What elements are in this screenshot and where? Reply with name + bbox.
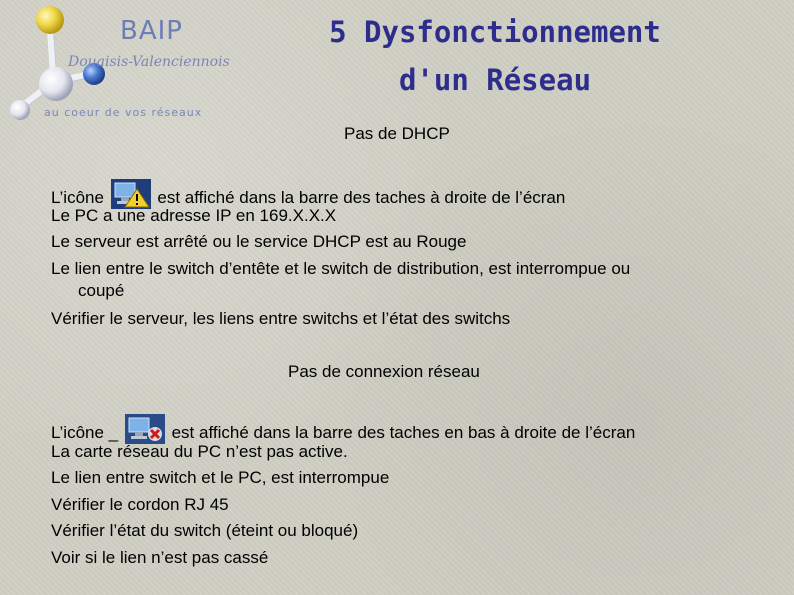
dhcp-line: coupé: [78, 281, 125, 300]
logo-tagline: au coeur de vos réseaux: [44, 106, 203, 119]
network-icon-line-before: L’icône _: [51, 423, 119, 442]
dhcp-line: Le serveur est arrêté ou le service DHCP est au Rouge: [51, 232, 467, 251]
page-title: [300, 8, 690, 104]
dhcp-line: Vérifier le serveur, les liens entre switchs et l’état des switchs: [51, 309, 511, 328]
network-icon-line: [51, 414, 635, 444]
network-line: Voir si le lien n’est pas cassé: [51, 548, 269, 567]
logo-subtitle: Douaisis-Valenciennois: [68, 54, 230, 70]
network-line: La carte réseau du PC n’est pas active.: [51, 442, 348, 461]
logo: [4, 2, 244, 126]
network-line: Vérifier le cordon RJ 45: [51, 495, 229, 514]
network-line: Le lien entre switch et le PC, est interrompue: [51, 468, 390, 487]
dhcp-line: Le PC a une adresse IP en 169.X.X.X: [51, 206, 337, 225]
dhcp-icon-line-after: est affiché dans la barre des taches à droite de l’écran: [157, 188, 566, 207]
title-line-2: d'un Réseau: [398, 63, 592, 97]
logo-name: BAIP: [120, 16, 183, 46]
network-icon-line-after: est affiché dans la barre des taches en bas à droite de l’écran: [171, 423, 636, 442]
dhcp-line: Le lien entre le switch d’entête et le switch de distribution, est interrompue ou: [51, 259, 631, 278]
network-line: Vérifier l’état du switch (éteint ou bloqué): [51, 521, 359, 540]
section-heading-dhcp: Pas de DHCP: [344, 124, 450, 143]
dhcp-icon-line-before: L’icône: [51, 188, 104, 207]
title-line-1: 5 Dysfonctionnement: [329, 15, 661, 49]
section-heading-network: Pas de connexion réseau: [288, 362, 480, 381]
network-disconnected-icon: [123, 414, 167, 444]
